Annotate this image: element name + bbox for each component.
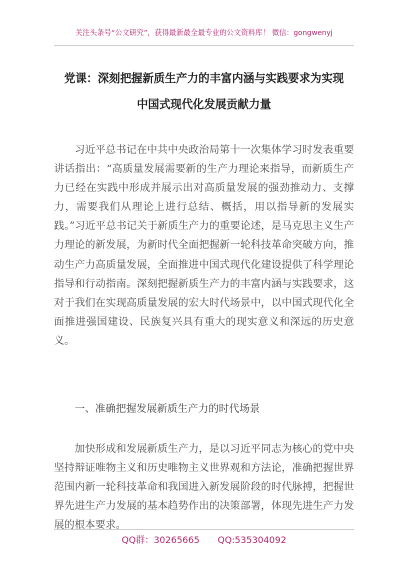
header-promo-text: 关注头条号“公文研究”，获得最新最全最专业的公文资料库！ 微信：gongwenyj	[75, 28, 333, 37]
document-title-line-2: 中国式现代化发展贡献力量	[136, 97, 272, 111]
header-divider	[54, 45, 354, 46]
body-paragraph-2: 加快形成和发展新质生产力，是以习近平同志为核心的党中央坚持辩证唯物主义和历史唯物主义世界观和方法论，准确把握世界范围内新一轮科技革命和我国进入新发展阶段的时代脉搏，把握世界先进生产力发展的基本趋势作出的决策部署，体现先进生产力发展的根本要求。	[54, 443, 354, 532]
footer-qq-group: QQ群：30265665	[121, 536, 200, 546]
document-title-line-1: 党课：深刻把握新质生产力的丰富内涵与实践要求为实现	[64, 71, 344, 85]
footer-divider	[54, 529, 354, 530]
footer-qq-contact: QQ:535304092	[217, 536, 287, 546]
footer-contact	[54, 533, 354, 546]
body-paragraph-1: 习近平总书记在中共中央政治局第十一次集体学习时发表重要讲话指出：“高质量发展需要新的生产力理论来指导，而新质生产力已经在实践中形成并展示出对高质量发展的强劲推动力、支撑力，需要我们从理论上进行总结、概括，用以指导新的发展实践。”习近平总书记关于新质生产力的重要论述，是马克思主义生产力理论的新发展，为新时代全面把握新一轮科技革命突破方向，推动生产力高质量发展，全面推进中国式现代化建设提供了科学理论指导和行动指南。深刻把握新质生产力的丰富内涵与实践要求，这对于我们在实现高质量发展的宏大时代场景中，以中国式现代化全面推进强国建设、民族复兴具有重大的现实意义和深远的历史意义。	[54, 144, 354, 347]
section-heading: 一、准确把握发展新质生产力的时代场景	[74, 403, 260, 415]
